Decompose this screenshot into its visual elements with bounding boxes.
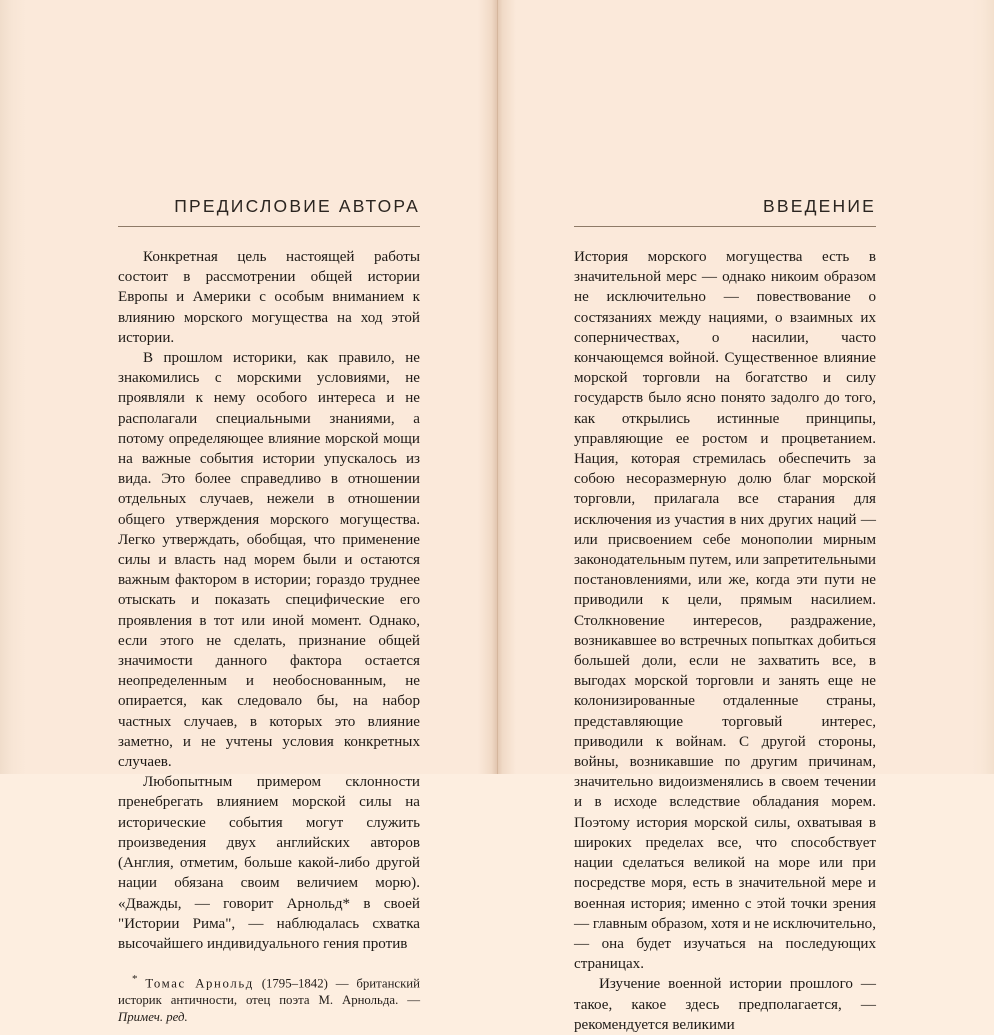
page-right (497, 0, 994, 1033)
body-text-right (574, 247, 876, 1035)
paragraph: История морского могущества есть в значительной мерс — однако никоим образом не исключительно — повествование о состязаниях между нациями, о взаимных их соперничествах, о насилии, часто кончающемся войной. Существенное влияние морской торговли на богатство и силу государств было ясно понято задолго до того, как открылись истинные принципы, управляющие ее ростом и процветанием. Нация, которая стремилась обеспечить за собою несоразмерную долю благ морской торговли, прилагала все старания для исключения из участия в них других наций — или присвоением себе монополии мирным законодательным путем, или запретительными постановлениями, или же, когда эти пути не приводили к цели, прямым насилием. Столкновение интересов, раздражение, возникавшее во встречных попытках добиться большей доли, если не захватить все, в выгодах морской торговли и занять еще не колонизированные отдаленные страны, представляющие торговый интерес, приводили к войнам. С другой стороны, войны, возникавшие по другим причинам, значительно видоизменялись в своем течении и в исходе вследствие обладания морем. Поэтому история морской силы, охватывая в широких пределах все, что способствует нации сделаться великой на море или при посредстве моря, есть в значительной мере и военная история; именно с этой точки зрения — главным образом, хотя и не исключительно, — она будет изучаться на последующих страницах. (574, 249, 876, 973)
page-left (0, 0, 497, 1025)
paragraph: Любопытным примером склонности пренебрегать влиянием морской силы на исторические события могут служить произведения двух английских авторов (Англия, отметим, больше какой-либо другой нации обязана своим величием морю). «Дважды, — говорит Арнольд* в своей "Истории Рима", — наблюдалась схватка высочайшего индивидуального гения против (118, 774, 420, 952)
page-title-left: ПРЕДИСЛОВИЕ АВТОРА (174, 196, 420, 216)
body-text-left (118, 247, 420, 954)
footnote-marker: * (132, 973, 138, 986)
footnote-text (118, 971, 420, 1026)
page-title-right: ВВЕДЕНИЕ (762, 196, 876, 216)
paragraph: Изучение военной истории прошлого — такое, какое здесь предполагается, — рекомендуется великими (574, 976, 876, 1033)
footnote-name: Томас Арнольд (145, 976, 254, 991)
title-rule-right (574, 226, 876, 227)
title-rule-left (118, 226, 420, 227)
paragraph: В прошлом историки, как правило, не знакомились с морскими условиями, не проявляли к нему особого интереса и не располагали специальными знаниями, а потому определяющее влияние морской мощи на важные события истории упускалось из вида. Это более справедливо в отношении отдельных случаев, нежели в отношении общего утверждения морского могущества. Легко утверждать, обобщая, что применение силы и власть над морем были и остаются важным фактором в истории; гораздо труднее отыскать и показать специфические его проявления в тот или иной момент. Однако, если этого не сделать, признание общей значимости данного фактора остается неопределенным и необоснованным, не опирается, как следовало бы, на набор частных случаев, в которых это влияние заметно, и не учтены условия конкретных случаев. (118, 350, 420, 771)
footnote-rest: (1795–1842) — британский историк античности, отец поэта М. Арнольда. — (118, 976, 421, 1008)
paragraph: Конкретная цель настоящей работы состоит в рассмотрении общей истории Европы и Америки с особым вниманием к влиянию морского могущества на ход этой истории. (118, 249, 420, 346)
footnote-block (118, 971, 420, 1026)
footnote-editor-note: Примеч. ред. (118, 1010, 188, 1025)
